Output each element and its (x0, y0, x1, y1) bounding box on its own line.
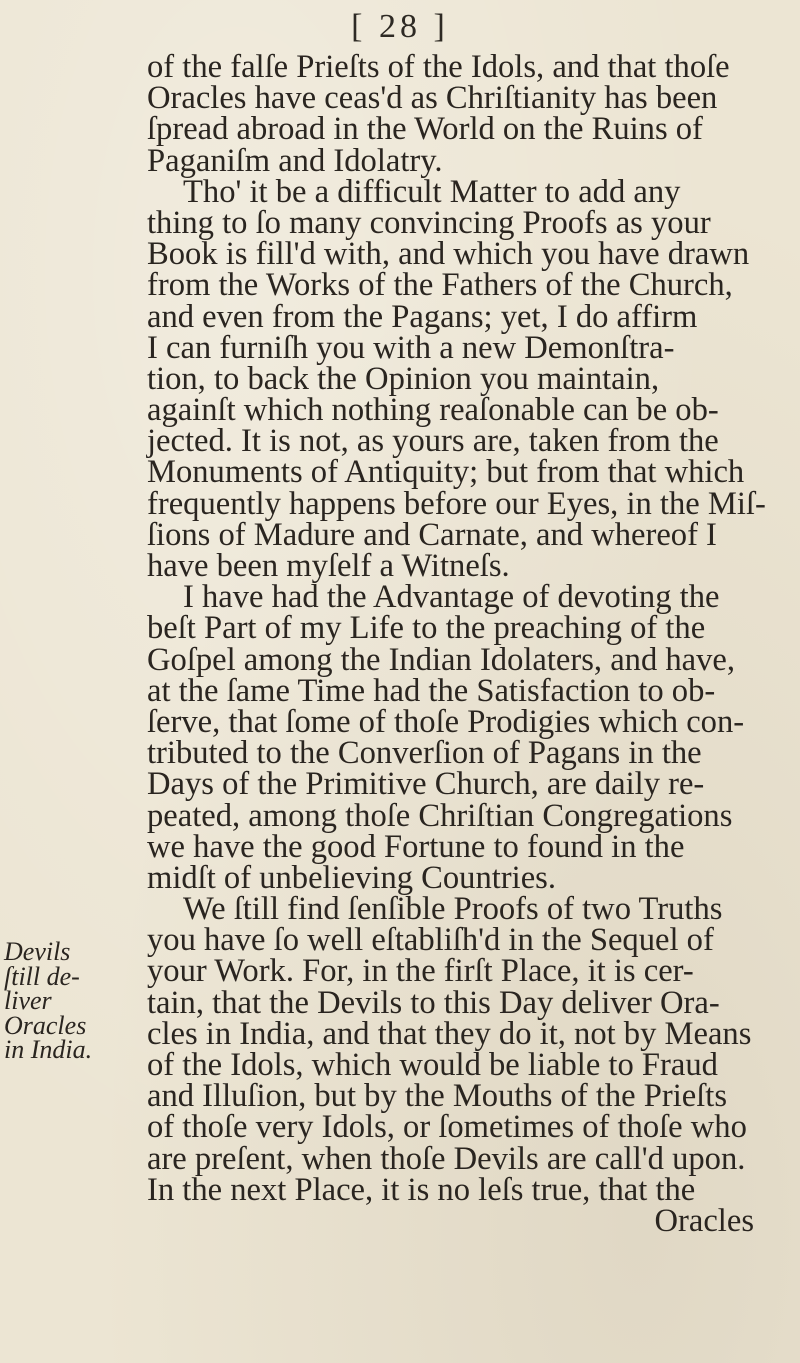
text-line: Monuments of Antiquity; but from that which (147, 454, 745, 491)
text-line: from the Works of the Fathers of the Church, (147, 267, 733, 304)
text-line: Book is fill'd with, and which you have drawn (147, 236, 750, 273)
text-line: In the next Place, it is no leſs true, that the (147, 1171, 696, 1208)
margin-note-line: Oracles (4, 1010, 87, 1040)
text-line: peated, among thoſe Chriſtian Congregations (147, 797, 733, 834)
margin-note-line: liver (4, 986, 52, 1015)
text-line: thing to ſo many convincing Proofs as your (147, 204, 711, 241)
text-line: ſerve, that ſome of thoſe Prodigies which con- (147, 703, 745, 740)
margin-note-line: Devils (4, 937, 71, 966)
text-line: you have ſo well eſtabliſh'd in the Sequel of (147, 922, 714, 959)
body-text (147, 49, 792, 1239)
text-line: your Work. For, in the firſt Place, it is cer- (147, 953, 694, 990)
text-line: of the Idols, which would be liable to Fraud (147, 1047, 718, 1083)
text-line: we have the good Fortune to found in the (147, 828, 685, 865)
text-line: tain, that the Devils to this Day deliver Ora- (147, 984, 720, 1021)
text-line: tion, to back the Opinion you maintain, (147, 360, 660, 397)
page-number: [ 28 ] (351, 8, 449, 45)
text-line: have been myſelf a Witneſs. (147, 548, 510, 584)
text-line: Paganiſm and Idolatry. (147, 142, 443, 179)
text-line: jected. It is not, as yours are, taken from the (147, 423, 719, 460)
text-line: beſt Part of my Life to the preaching of the (147, 610, 706, 647)
margin-note-line: in India. (4, 1035, 93, 1064)
text-line: frequently happens before our Eyes, in the Miſ- (147, 485, 766, 522)
text-line: Tho' it be a difficult Matter to add any (183, 173, 681, 210)
text-line: Days of the Primitive Church, are daily re- (147, 766, 705, 803)
text-line: and Illuſion, but by the Mouths of the Prieſts (147, 1078, 728, 1115)
text-line: at the ſame Time had the Satisfaction to ob- (147, 672, 716, 709)
catchword: Oracles (654, 1202, 754, 1239)
text-line: are preſent, when thoſe Devils are call'd upon. (147, 1140, 746, 1177)
text-line: midſt of unbelieving Countries. (147, 859, 556, 896)
text-line: I can furniſh you with a new Demonſtra- (147, 329, 675, 366)
text-line: cles in India, and that they do it, not by Means (147, 1015, 752, 1052)
text-line: We ſtill find ſenſible Proofs of two Truths (183, 891, 723, 928)
margin-note-line: ſtill de- (4, 961, 80, 991)
text-line: tributed to the Converſion of Pagans in the (147, 735, 702, 772)
text-line: of thoſe very Idols, or ſometimes of thoſe who (147, 1109, 747, 1146)
text-line: ſpread abroad in the World on the Ruins of (147, 111, 703, 148)
text-line: ſions of Madure and Carnate, and whereof I (147, 516, 717, 553)
text-line: againſt which nothing reaſonable can be ob- (147, 392, 719, 429)
text-line: Goſpel among the Indian Idolaters, and have, (147, 641, 736, 678)
text-line: I have had the Advantage of devoting the (183, 579, 720, 616)
text-line: and even from the Pagans; yet, I do affirm (147, 298, 698, 335)
margin-note (4, 937, 144, 1064)
text-line: of the falſe Prieſts of the Idols, and that thoſe (147, 49, 730, 85)
text-line: Oracles have ceas'd as Chriſtianity has been (147, 80, 718, 117)
